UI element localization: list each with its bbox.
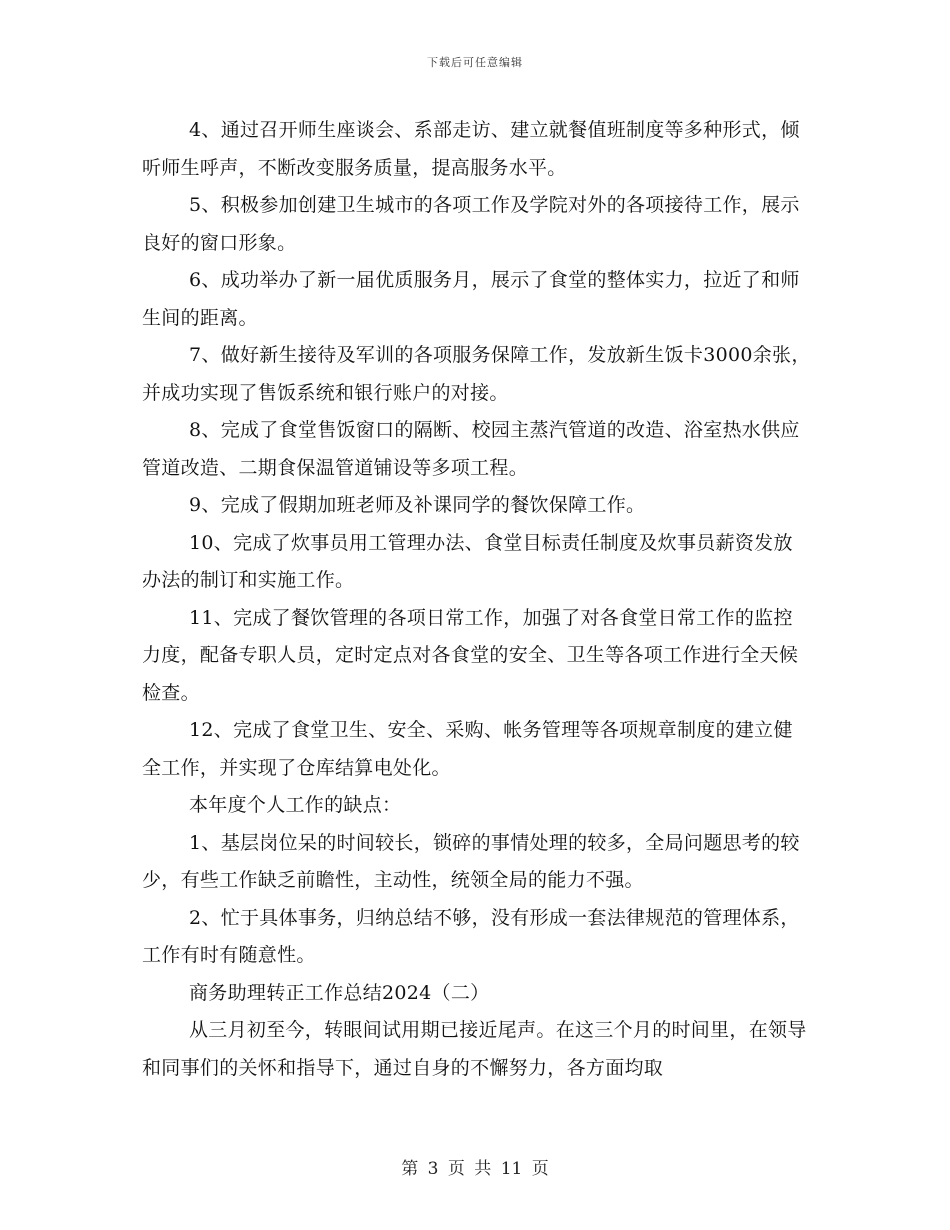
paragraph: 从三月初至今，转眼间试用期已接近尾声。在这三个月的时间里，在领导和同事们的关怀和指导下，通过自身的不懈努力，各方面均取 <box>142 1019 807 1079</box>
paragraph: 6、成功举办了新一届优质服务月，展示了食堂的整体实力，拉近了和师生间的距离。 <box>142 269 800 329</box>
paragraph: 12、完成了食堂卫生、安全、采购、帐务管理等各项规章制度的建立健全工作，并实现了仓库结算电处化。 <box>142 719 793 779</box>
paragraph: 4、通过召开师生座谈会、系部走访、建立就餐值班制度等多种形式，倾听师生呼声，不断改变服务质量，提高服务水平。 <box>142 119 800 179</box>
page-header-note: 下载后可任意编辑 <box>427 56 523 69</box>
paragraph: 1、基层岗位呆的时间较长，锁碎的事情处理的较多，全局问题思考的较少，有些工作缺乏前瞻性，主动性，统领全局的能力不强。 <box>142 831 800 891</box>
paragraph: 7、做好新生接待及军训的各项服务保障工作，发放新生饭卡3000余张，并成功实现了售饭系统和银行账户的对接。 <box>142 344 811 404</box>
document-body <box>142 112 812 1087</box>
paragraph: 5、积极参加创建卫生城市的各项工作及学院对外的各项接待工作，展示良好的窗口形象。 <box>142 194 800 254</box>
paragraph: 9、完成了假期加班老师及补课同学的餐饮保障工作。 <box>189 494 646 516</box>
page-number: 第 3 页 共 11 页 <box>401 1159 549 1179</box>
section-heading: 本年度个人工作的缺点： <box>189 794 402 816</box>
paragraph: 2、忙于具体事务，归纳总结不够，没有形成一套法律规范的管理体系，工作有时有随意性。 <box>142 906 800 966</box>
paragraph: 11、完成了餐饮管理的各项日常工作，加强了对各食堂日常工作的监控力度，配备专职人员，定时定点对各食堂的安全、卫生等各项工作进行全天候检查。 <box>142 606 799 704</box>
paragraph: 8、完成了食堂售饭窗口的隔断、校园主蒸汽管道的改造、浴室热水供应管道改造、二期食保温管道铺设等多项工程。 <box>142 419 800 479</box>
paragraph: 10、完成了炊事员用工管理办法、食堂目标责任制度及炊事员薪资发放办法的制订和实施工作。 <box>142 531 793 591</box>
section-title: 商务助理转正工作总结2024（二） <box>189 981 490 1004</box>
